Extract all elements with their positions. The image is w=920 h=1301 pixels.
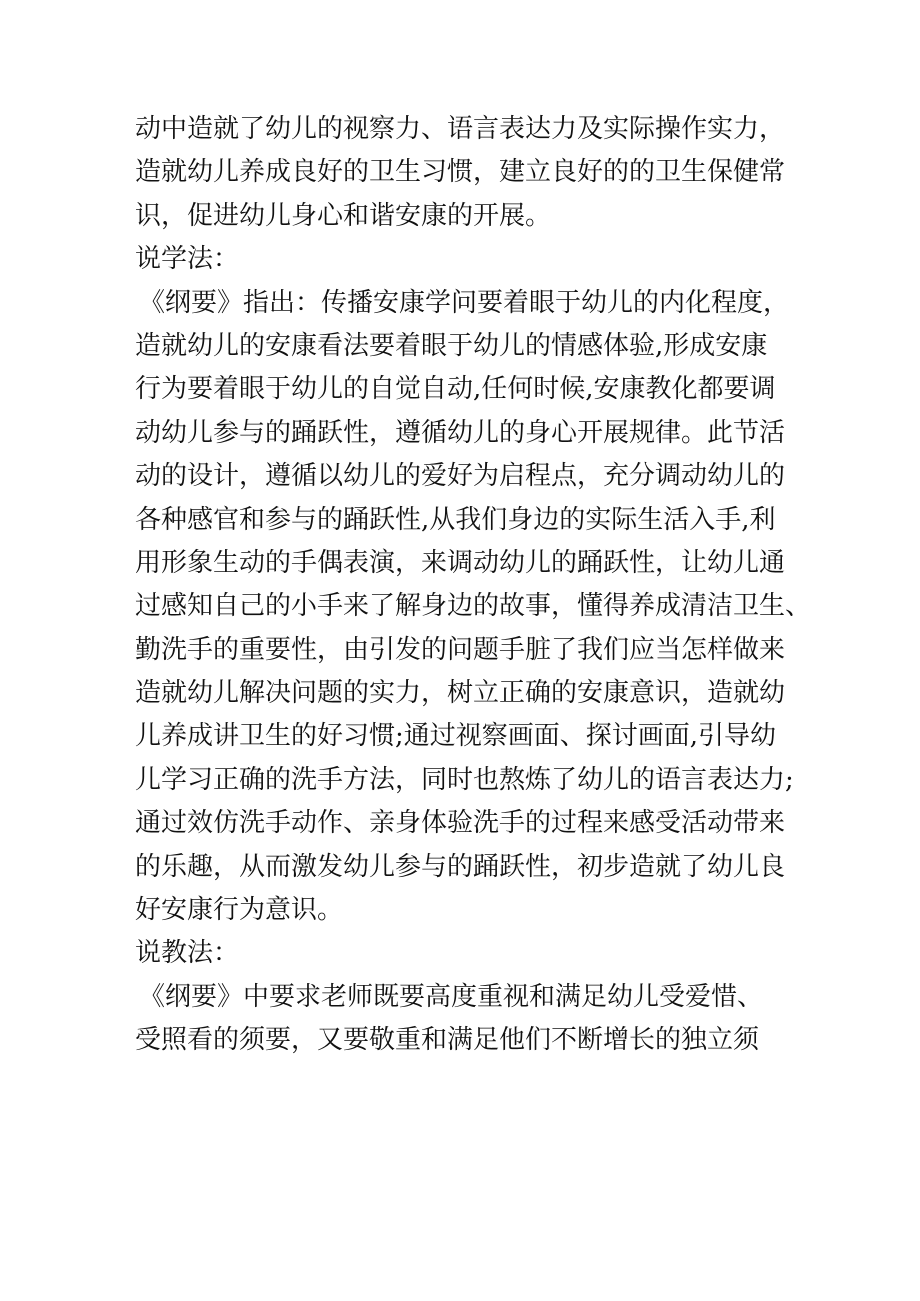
text-line: 动中造就了幼儿的视察力、语言表达力及实际操作实力， xyxy=(135,114,786,144)
text-line: 各种感官和参与的踊跃性,从我们身边的实际生活入手,利 xyxy=(135,504,776,535)
text-line: 过感知自己的小手来了解身边的故事，懂得养成清洁卫生、 xyxy=(135,591,812,622)
text-line: 《纲要》指出：传播安康学问要着眼于幼儿的内化程度， xyxy=(139,287,790,318)
text-line: 通过效仿洗手动作、亲身体验洗手的过程来感受活动带来 xyxy=(135,808,786,839)
text-line: 勤洗手的重要性，由引发的问题手脏了我们应当怎样做来 xyxy=(135,634,786,665)
section-heading-teaching-method: 说教法： xyxy=(135,938,240,969)
text-line: 的乐趣，从而激发幼儿参与的踊跃性，初步造就了幼儿良 xyxy=(135,851,786,882)
text-line: 识，促进幼儿身心和谐安康的开展。 xyxy=(135,200,552,231)
text-line: 造就幼儿解决问题的实力，树立正确的安康意识，造就幼 xyxy=(135,678,786,709)
text-line: 行为要着眼于幼儿的自觉自动,任何时候,安康教化都要调 xyxy=(135,374,776,405)
text-line: 受照看的须要，又要敬重和满足他们不断增长的独立须 xyxy=(135,1025,760,1056)
document-body xyxy=(135,108,815,1063)
text-line: 儿学习正确的洗手方法，同时也熬炼了幼儿的语言表达力; xyxy=(135,764,794,795)
text-line: 好安康行为意识。 xyxy=(135,895,344,926)
text-line: 《纲要》中要求老师既要高度重视和满足幼儿受爱惜、 xyxy=(139,981,764,1012)
text-line: 儿养成讲卫生的好习惯;通过视察画面、探讨画面,引导幼 xyxy=(135,721,777,752)
text-line: 造就幼儿养成良好的卫生习惯，建立良好的的卫生保健常 xyxy=(135,157,786,188)
section-heading-study-method: 说学法： xyxy=(135,244,240,275)
text-line: 造就幼儿的安康看法要着眼于幼儿的情感体验,形成安康 xyxy=(135,330,768,361)
text-line: 动幼儿参与的踊跃性，遵循幼儿的身心开展规律。此节活 xyxy=(135,417,786,448)
text-line: 动的设计，遵循以幼儿的爱好为启程点，充分调动幼儿的 xyxy=(135,461,786,492)
text-line: 用形象生动的手偶表演，来调动幼儿的踊跃性，让幼儿通 xyxy=(135,547,786,578)
